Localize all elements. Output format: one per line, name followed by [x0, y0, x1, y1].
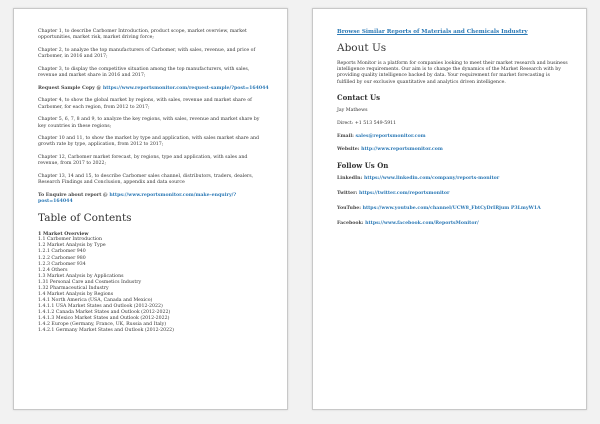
follow-title: Follow Us On: [337, 160, 389, 170]
contact-website-line: [337, 147, 568, 153]
facebook-label: Facebook:: [337, 221, 366, 227]
about-title: About Us: [337, 42, 387, 54]
toc-item: 1.2.4 Others: [38, 267, 68, 273]
toc-item: 1.31 Personal Care and Cosmetics Industry: [38, 279, 142, 285]
paragraph: Chapter 4, to show the global market by regions, with sales, revenue and market share of Carbomer, for each region, from 2012 to 2017;: [38, 98, 252, 110]
facebook-link[interactable]: https://www.facebook.com/ReportsMonitor/: [365, 221, 479, 227]
linkedin-link[interactable]: https://www.linkedin.com/company/reports-monitor: [363, 175, 500, 181]
website-label: Website:: [337, 147, 362, 153]
request-sample-line: [38, 86, 269, 92]
website-link[interactable]: http://www.reportsmonitor.com: [361, 147, 443, 153]
paragraph: Chapter 10 and 11, to show the market by type and application, with sales market share and growth rate by type, application, from 2012 to 2017;: [38, 136, 260, 148]
paragraph: Chapter 5, 6, 7, 8 and 9, to analyze the key regions, with sales, revenue and market share by key countries in these regions;: [38, 117, 260, 129]
toc-list: [38, 237, 269, 334]
request-sample-label: Request Sample Copy @: [38, 85, 103, 91]
enquire-line: [38, 193, 269, 205]
twitter-line: [337, 191, 568, 197]
contact-title: Contact Us: [337, 92, 381, 102]
document-page-left: [13, 8, 288, 410]
paragraph: Chapter 3, to display the competitive situation among the top manufacturers, with sales, revenue and market share in 2016 and 2017;: [38, 66, 250, 79]
email-link[interactable]: sales@reportsmonitor.com: [355, 134, 426, 140]
youtube-line: [337, 206, 568, 212]
twitter-label: Twitter:: [337, 190, 359, 196]
toc-heading: 1 Market Overview: [38, 230, 89, 237]
toc-item: 1.4.1.1 USA Market States and Outlook (2012-2022): [38, 303, 163, 309]
toc-item: 1.4.1.2 Canada Market States and Outlook (2012-2022): [38, 309, 171, 315]
toc-item: 1.4.1.3 Mexico Market States and Outlook (2012-2022): [38, 315, 170, 321]
paragraph: Chapter 1, to describe Carbomer Introduction, product scope, market overview, market opportunities, market risk, market driving force;: [38, 29, 247, 41]
toc-title: Table of Contents: [38, 211, 132, 224]
contact-name: Jay Mathews: [337, 107, 368, 113]
toc-item: 1.2.1 Carbomer 940: [38, 249, 86, 255]
about-text: Reports Monitor is a platform for companies looking to meet their market research and business intelligence requirements. Our aim is to change the dynamics of the Market Research with by providing quality intelligence backed by data. Your requirement for market forecasting is fulfilled by our exclusive quantitative and analytics driven intelligence.: [337, 61, 568, 85]
toc-item: 1.3 Market Analysis by Applications: [38, 273, 124, 279]
paragraph: Chapter 13, 14 and 15, to describe Carbomer sales channel, distributors, traders, dealers, Research Findings and Conclusion, appendix and data source: [38, 174, 254, 186]
paragraph: Chapter 2, to analyze the top manufacturers of Carbomer, with sales, revenue, and price of Carbomer, in 2016 and 2017;: [38, 47, 256, 60]
toc-item: 1.2.2 Carbomer 980: [38, 255, 86, 261]
toc-item: 1.2 Market Analysis by Type: [38, 243, 106, 249]
contact-email-line: [337, 134, 568, 140]
youtube-label: YouTube:: [337, 206, 363, 212]
toc-item: 1.2.3 Carbomer 934: [38, 261, 86, 267]
browse-similar-reports-link[interactable]: Browse Similar Reports of Materials and Chemicals Industry: [337, 29, 528, 35]
toc-item: 1.4.1 North America (USA, Canada and Mexico): [38, 297, 153, 303]
request-sample-link[interactable]: https://www.reportsmonitor.com/request-sample/?post=164044: [102, 85, 269, 91]
toc-item: 1.1 Carbomer Introduction: [38, 237, 103, 243]
twitter-link[interactable]: https://twitter.com/reportsmonitor: [358, 190, 450, 196]
enquire-link[interactable]: https://www.reportsmonitor.com/make-enquiry/?post=164044: [38, 192, 237, 205]
toc-item: 1.4.2 Europe (Germany, France, UK, Russia and Italy): [38, 322, 167, 328]
enquire-label: To Enquire about report @: [38, 192, 110, 198]
document-page-right: [312, 8, 587, 410]
facebook-line: [337, 221, 568, 227]
linkedin-label: LinkedIn:: [337, 175, 364, 181]
toc-item: 1.32 Pharmaceutical Industry: [38, 285, 109, 291]
toc-item: 1.4.2.1 Germany Market States and Outlook (2012-2022): [38, 328, 174, 334]
contact-direct: Direct: +1 513 549-5911: [337, 121, 397, 127]
toc-item: 1.4 Market Analysis by Regions: [38, 291, 114, 297]
youtube-link[interactable]: https://www.youtube.com/channel/UCW8_FbtCyDrIRjum P3LmyW1A: [362, 206, 541, 212]
paragraph: Chapter 12, Carbomer market forecast, by regions, type and application, with sales and revenue, from 2017 to 2022;: [38, 155, 248, 167]
email-label: Email:: [337, 134, 356, 140]
linkedin-line: [337, 176, 568, 182]
